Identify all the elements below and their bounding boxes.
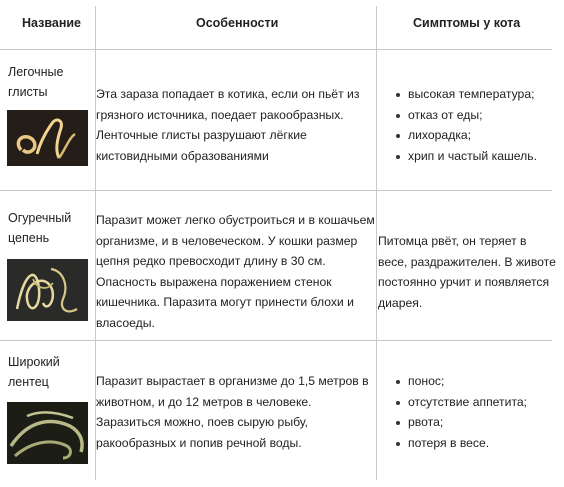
symptom-item: отказ от еды;	[392, 105, 564, 126]
symptom-item: лихорадка;	[392, 125, 564, 146]
parasite-name	[8, 208, 88, 248]
row-divider	[0, 49, 552, 50]
header-symptoms: Симптомы у кота	[413, 16, 521, 30]
symptom-item: высокая температура;	[392, 84, 564, 105]
parasite-features: Паразит может легко обустроиться и в кошачьем организме, и в человеческом. У кошки размер цепня редко превосходит длину в 30 см. Опасность выражена поражением стенок кишечника. Паразита могут принести блохи и власоеды.	[96, 213, 375, 330]
parasite-name-line: Огуречный	[8, 211, 72, 225]
symptom-item: потеря в весе.	[392, 433, 564, 454]
header-features: Особенности	[196, 16, 279, 30]
parasite-name-line: глисты	[8, 85, 48, 99]
header-name: Название	[22, 16, 82, 30]
symptom-item: рвота;	[392, 412, 564, 433]
tapeworm-photo-icon	[7, 259, 88, 321]
row-divider	[0, 190, 552, 191]
symptom-item: понос;	[392, 371, 564, 392]
parasite-features: Паразит вырастает в организме до 1,5 метров в животном, и до 12 метров в человеке. Заразиться можно, поев сырую рыбу, ракообразных и попив речной воды.	[96, 374, 369, 450]
worm-photo-icon	[7, 110, 88, 166]
parasite-name-line: Широкий	[8, 355, 60, 369]
parasite-features: Эта зараза попадает в котика, если он пьёт из грязного источника, поедает ракообразных. Ленточные глисты разрушают лёгкие кистовидными образованиями	[96, 87, 360, 163]
symptoms-list	[392, 84, 564, 166]
symptom-item: хрип и частый кашель.	[392, 146, 564, 167]
parasite-name	[8, 352, 88, 392]
parasite-name-line: лентец	[8, 375, 49, 389]
symptoms-text: Питомца рвёт, он теряет в весе, раздражителен. В животе постоянно урчит и появляется диарея.	[378, 234, 556, 310]
symptoms-list	[392, 371, 564, 453]
parasite-name	[8, 62, 88, 102]
broad-tapeworm-photo-icon	[7, 402, 88, 464]
row-divider	[0, 340, 552, 341]
symptom-item: отсутствие аппетита;	[392, 392, 564, 413]
parasite-name-line: Легочные	[8, 65, 64, 79]
parasite-name-line: цепень	[8, 231, 50, 245]
